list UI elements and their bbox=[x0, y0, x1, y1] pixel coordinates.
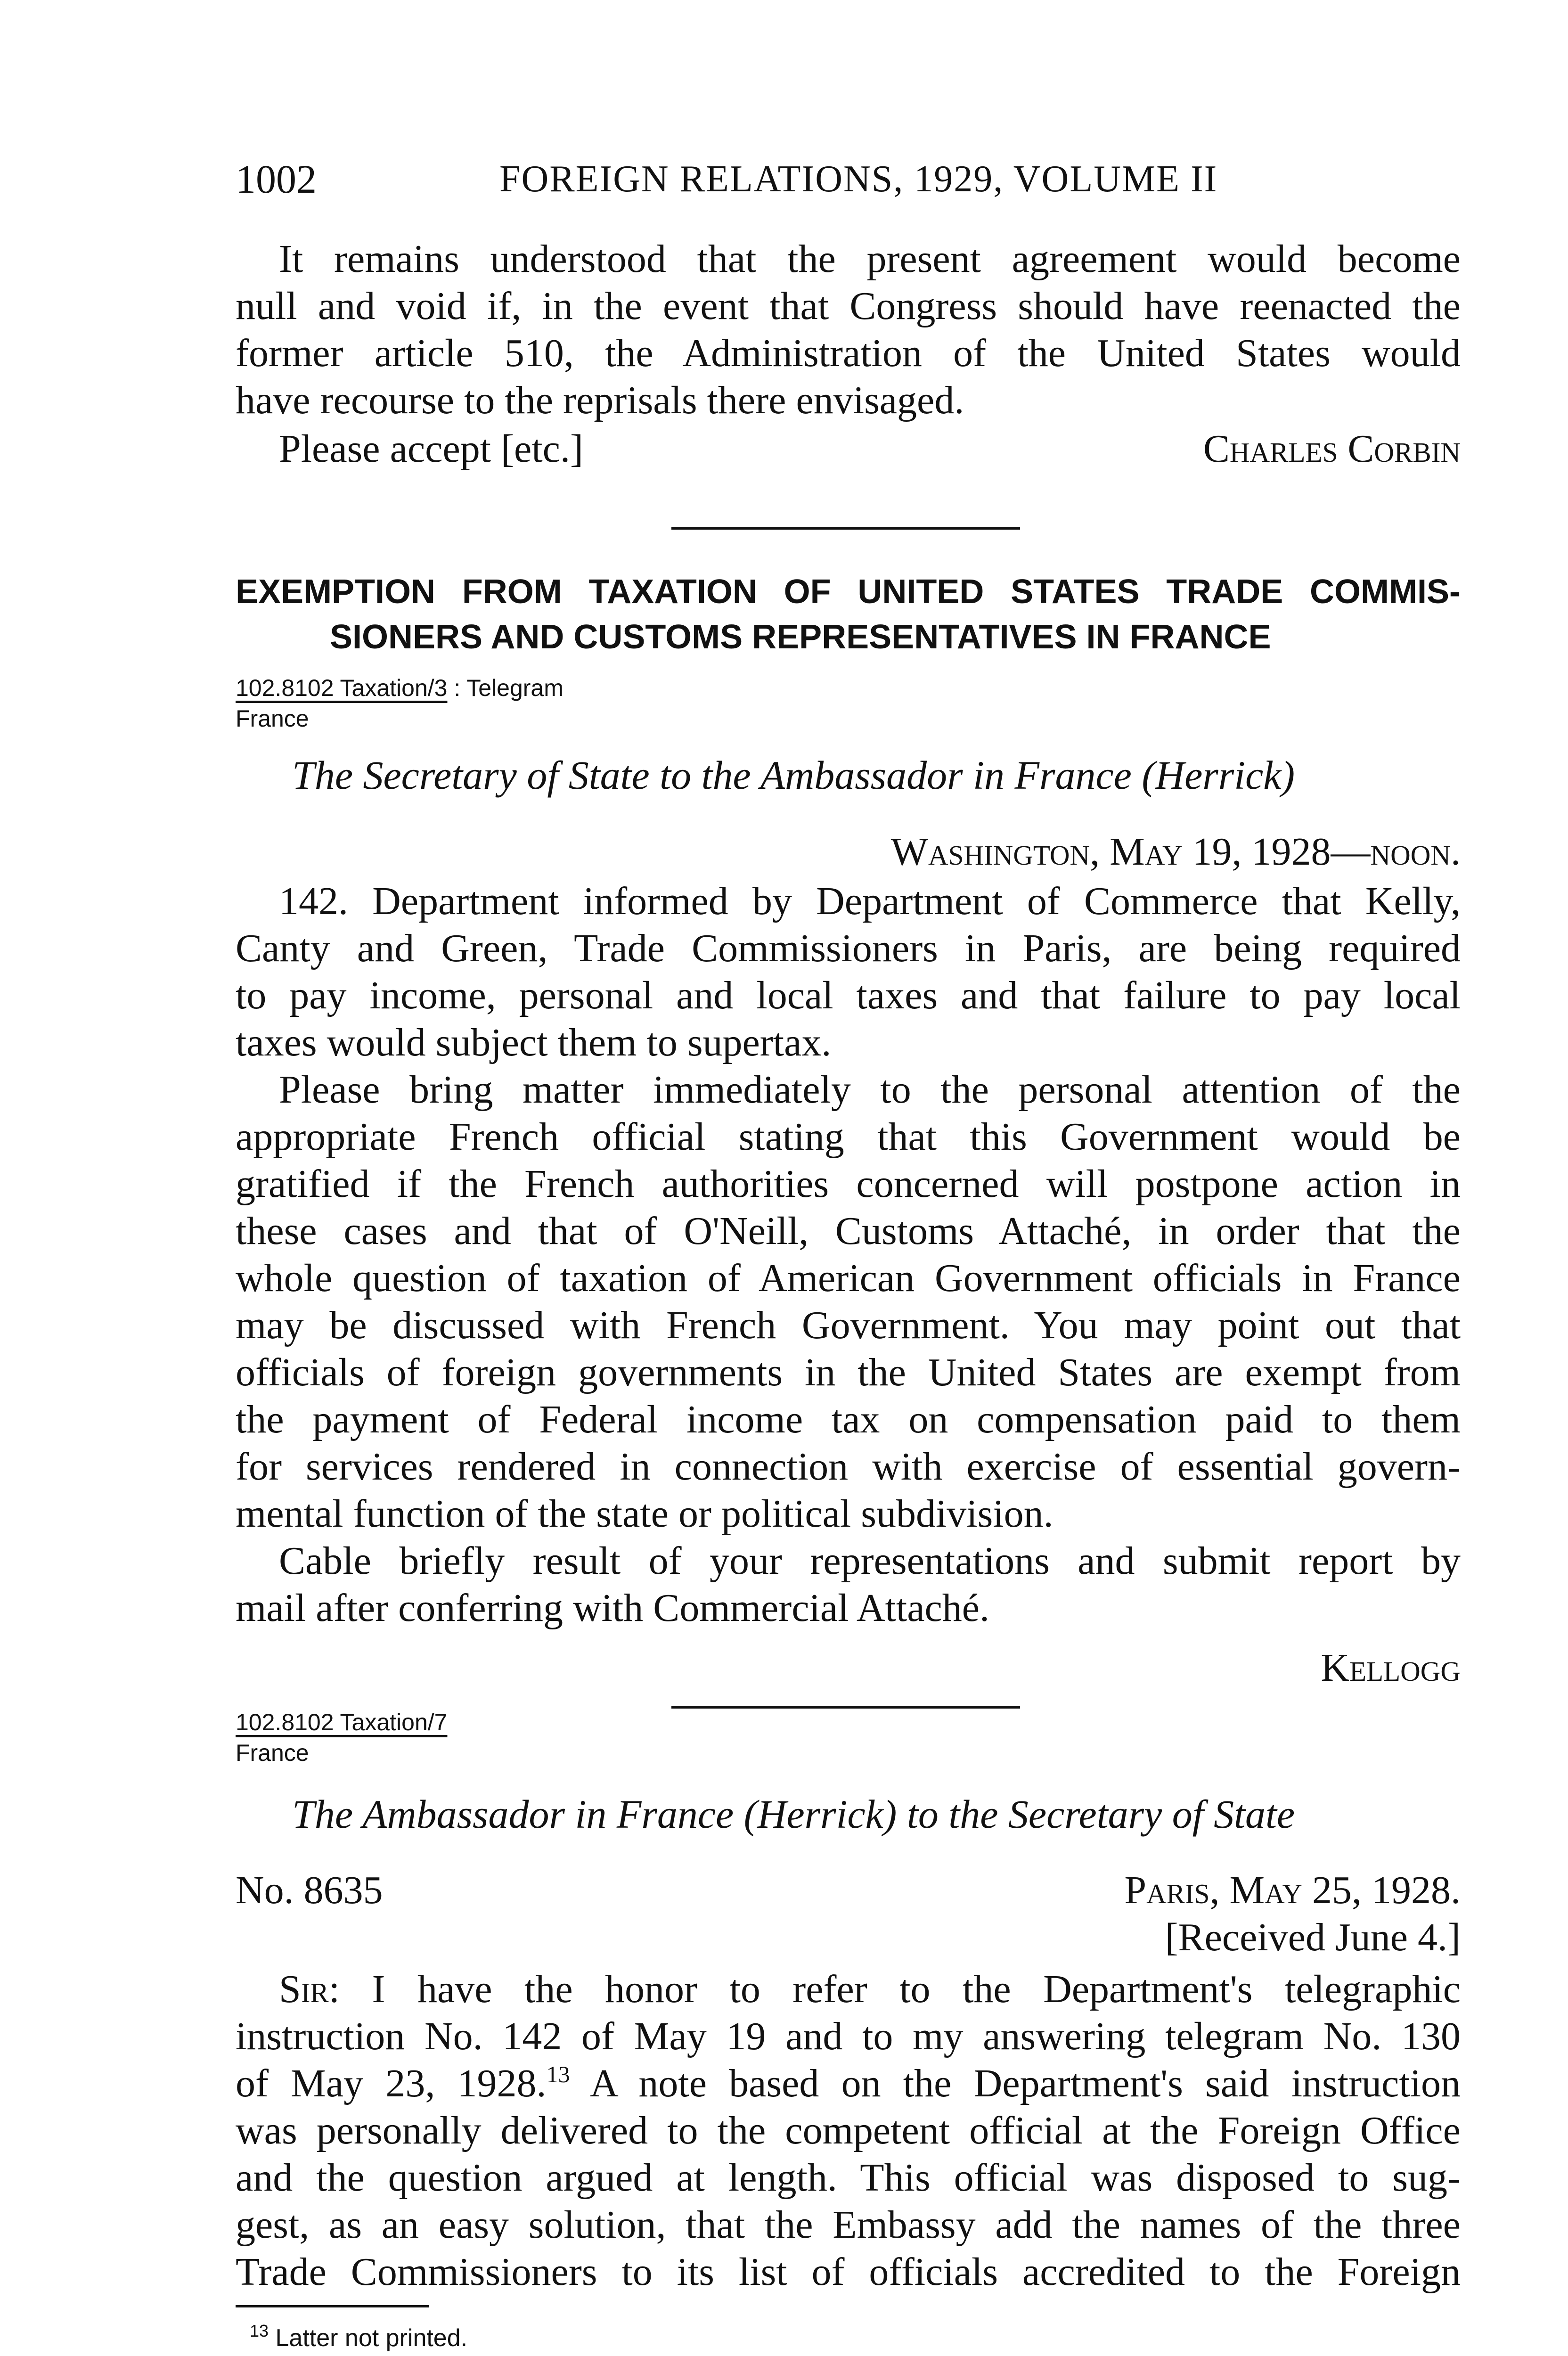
text-line: appropriate French official stating that this Government would be bbox=[236, 1115, 1461, 1159]
text-line: instruction No. 142 of May 19 and to my answering telegram No. 130 bbox=[236, 2014, 1461, 2058]
signature-kellogg: Kellogg bbox=[1321, 1646, 1461, 1690]
text-line: Trade Commissioners to its list of officials accredited to the Foreign bbox=[236, 2250, 1461, 2294]
file-number: 102.8102 Taxation/3 bbox=[236, 675, 448, 701]
text-line: these cases and that of O'Neill, Customs Attaché, in order that the bbox=[236, 1209, 1461, 1253]
text-segment: A note based on the Department's said instruction bbox=[570, 2062, 1461, 2105]
salutation: Sir: bbox=[279, 1967, 340, 2011]
text-line: taxes would subject them to supertax. bbox=[236, 1021, 832, 1064]
footnote bbox=[250, 2323, 467, 2353]
text-segment: of May 23, 1928. bbox=[236, 2062, 547, 2105]
section-divider bbox=[671, 527, 1020, 530]
file-country: France bbox=[236, 705, 309, 732]
footnote-text: Latter not printed. bbox=[275, 2324, 468, 2352]
text-line: Cable briefly result of your representations and submit report by bbox=[279, 1539, 1461, 1583]
text-segment: I have the honor to refer to the Department's telegraphic bbox=[340, 1967, 1461, 2011]
document-heading: The Secretary of State to the Ambassador in France (Herrick) bbox=[292, 753, 1295, 798]
document-divider bbox=[671, 1706, 1020, 1709]
text-line: was personally delivered to the competent official at the Foreign Office bbox=[236, 2109, 1461, 2152]
text-line: Please bring matter immediately to the personal attention of the bbox=[279, 1068, 1461, 1112]
footnote-marker: 13 bbox=[250, 2321, 269, 2340]
document-heading: The Ambassador in France (Herrick) to the Secretary of State bbox=[292, 1792, 1295, 1837]
text-line: mail after conferring with Commercial Attaché. bbox=[236, 1586, 990, 1630]
text-line bbox=[279, 1966, 1461, 2013]
file-reference bbox=[236, 1708, 447, 1736]
text-line: to pay income, personal and local taxes and that failure to pay local bbox=[236, 973, 1461, 1017]
text-line: mental function of the state or political subdivision. bbox=[236, 1492, 1054, 1536]
text-line: and the question argued at length. This official was disposed to sug- bbox=[236, 2156, 1461, 2200]
text-line: officials of foreign governments in the United States are exempt from bbox=[236, 1350, 1461, 1394]
text-line: 142. Department informed by Department of Commerce that Kelly, bbox=[279, 879, 1461, 923]
received-date: [Received June 4.] bbox=[1165, 1915, 1461, 1959]
section-title-line-1: EXEMPTION FROM TAXATION OF UNITED STATES TRADE COMMIS- bbox=[236, 573, 1461, 611]
file-country: France bbox=[236, 1740, 309, 1766]
place-date-text: Washington, May 19, 1928—noon. bbox=[890, 830, 1461, 874]
text-line: Canty and Green, Trade Commissioners in Paris, are being required bbox=[236, 926, 1461, 970]
section-title-line-2: SIONERS AND CUSTOMS REPRESENTATIVES IN FRANCE bbox=[330, 618, 1271, 656]
text-line: gratified if the French authorities concerned will postpone action in bbox=[236, 1162, 1461, 1206]
place-date bbox=[236, 828, 1461, 875]
text-line: the payment of Federal income tax on compensation paid to them bbox=[236, 1398, 1461, 1441]
text-line bbox=[236, 2060, 1461, 2107]
place-date: Paris, May 25, 1928. bbox=[1124, 1868, 1461, 1912]
footnote-reference: 13 bbox=[546, 2061, 570, 2087]
text-line: It remains understood that the present agreement would become bbox=[279, 237, 1461, 281]
text-line: may be discussed with French Government. You may point out that bbox=[236, 1303, 1461, 1347]
text-line: former article 510, the Administration of the United States would bbox=[236, 331, 1461, 375]
file-type: : Telegram bbox=[454, 675, 564, 701]
footnote-rule bbox=[236, 2305, 429, 2307]
signature-corbin: Charles Corbin bbox=[1203, 427, 1461, 471]
text-line: null and void if, in the event that Congress should have reenacted the bbox=[236, 284, 1461, 328]
text-line: gest, as an easy solution, that the Embassy add the names of the three bbox=[236, 2203, 1461, 2247]
page-number: 1002 bbox=[236, 156, 317, 202]
closing-phrase: Please accept [etc.] bbox=[279, 427, 583, 471]
running-title: FOREIGN RELATIONS, 1929, VOLUME II bbox=[499, 158, 1218, 200]
document-number: No. 8635 bbox=[236, 1868, 383, 1912]
text-line: whole question of taxation of American Government officials in France bbox=[236, 1256, 1461, 1300]
file-number: 102.8102 Taxation/7 bbox=[236, 1709, 448, 1735]
text-line: have recourse to the reprisals there envisaged. bbox=[236, 378, 964, 422]
file-reference bbox=[236, 674, 564, 702]
text-line: for services rendered in connection with exercise of essential govern- bbox=[236, 1445, 1461, 1489]
